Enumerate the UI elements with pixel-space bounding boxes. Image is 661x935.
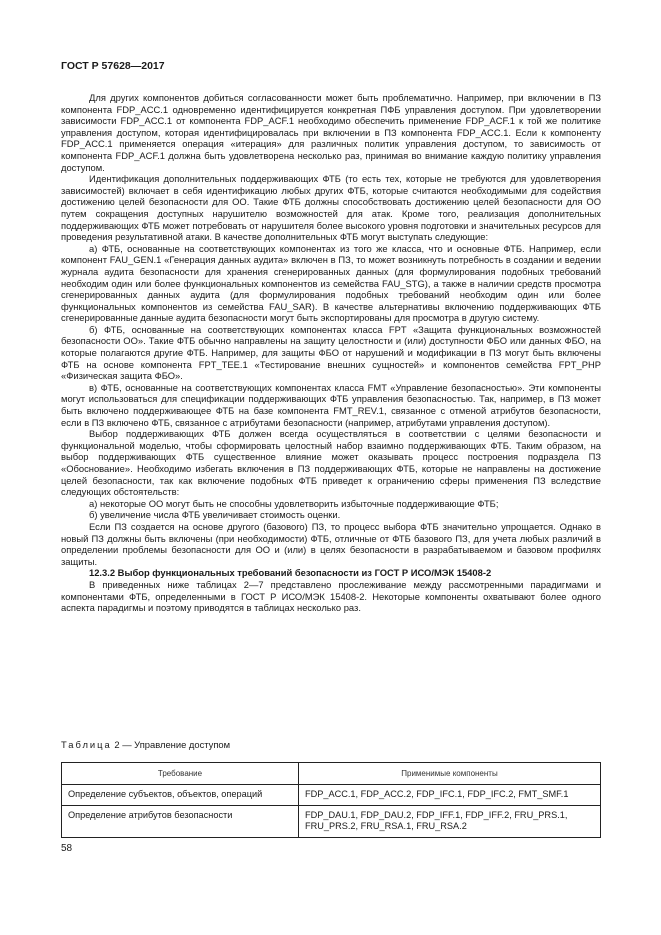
table-caption-label: Таблица — [61, 739, 112, 750]
list-item-b2: б) увеличение числа ФТБ увеличивает стоимость оценки. — [89, 509, 341, 521]
list-item-a2: а) некоторые ОО могут быть не способны удовлетворить избыточные поддерживающие ФТБ; — [89, 497, 499, 509]
section-paragraph: В приведенных ниже таблицах 2—7 представлено прослеживание между рассмотренными парадигмами и компонентами ФТБ, определенными в ГОСТ Р ИСО/МЭК 15408-2. Некоторые компоненты охватывают более одного аспекта парадигмы и поэтому приводятся в таблицах несколько раз. — [61, 578, 601, 614]
table-row — [62, 785, 601, 805]
table-cell-components: FDP_ACC.1, FDP_ACC.2, FDP_IFC.1, FDP_IFC.2, FMT_SMF.1 — [299, 785, 601, 805]
table-row — [62, 805, 601, 837]
section-heading: 12.3.2 Выбор функциональных требований безопасности из ГОСТ Р ИСО/МЭК 15408-2 — [89, 567, 492, 579]
header-components: Применимые компоненты — [299, 763, 601, 785]
table-cell-requirement: Определение субъектов, объектов, операций — [62, 785, 299, 805]
table-cell-requirement: Определение атрибутов безопасности — [62, 805, 299, 837]
list-item-c: в) ФТБ, основанные на соответствующих компонентах класса FMT «Управление безопасностью». Эти компоненты могут использоваться для спецификации поддерживающих ФТБ управления безопасностью. Так, например, в ПЗ может быть включено поддерживающее ФТБ на базе компонента FMT_REV.1, связанное с отменой атрибутов безопасности, если в ПЗ включено ФТБ, связанное с атрибутами безопасности (например, атрибутами управления доступом). — [61, 381, 601, 428]
paragraph: Идентификация дополнительных поддерживающих ФТБ (то есть тех, которые не требуются для удовлетворения зависимостей) включает в себя идентификацию любых других ФТБ, которые считаются необходимыми для содействия достижению целей безопасности для ОО. Такие ФТБ должны способствовать достижению целей безопасности для ОО путем сокращения доступных нарушителю возможностей для атак. Кроме того, реализация дополнительных поддерживающих ФТБ может потребовать от нарушителя более высокого уровня подготовки и значительных ресурсов для проведения результативной атаки. В качестве дополнительных ФТБ могут выступать следующие: — [61, 173, 601, 243]
table-header-row — [62, 763, 601, 785]
paragraph: Для других компонентов добиться согласованности может быть проблематично. Например, при включении в ПЗ компонента FDP_ACC.1 одновременно идентифицируется конкретная ПФБ управления доступом. При удовлетворении зависимости FDP_ACC.1 от компонента FDP_ACF.1 необходимо обеспечить применение FDP_ACF.1 к той же политике управления доступом, которая идентифицировалась при включении в ПЗ компонента FDP_ACC.1. Если к компоненту FDP_ACC.1 применяется операция «итерация» для различных политик управления доступом, то зависимость от компонента FDP_ACF.1 должна быть удовлетворена несколько раз, принимая во внимание каждую политику управления доступом. — [61, 92, 601, 173]
paragraph: Выбор поддерживающих ФТБ должен всегда осуществляться в соответствии с целями безопасности и функциональной моделью, чтобы сформировать целостный набор взаимно поддерживающих ФТБ. Таким образом, на выбор поддерживающих ФТБ существенное влияние может оказывать процесс построения подраздела ПЗ «Обоснование». Необходимо избегать включения в ПЗ поддерживающих ФТБ, которые не направлены на достижение целей безопасности, так как включение подобных ФТБ приведет к ограничению сферы применения ПЗ вследствие следующих обстоятельств: — [61, 428, 601, 498]
header-requirement: Требование — [62, 763, 299, 785]
list-item-a: а) ФТБ, основанные на соответствующих компонентах из того же класса, что и основные ФТБ. Например, если компонент FAU_GEN.1 «Генерация данных аудита» включен в ПЗ, то может возникнуть потребность в создании и ведении журнала аудита безопасности для хранения сгенерированных данных (для формулирования подобных требований необходим один или более функциональных компонентов из семейства FAU_STG), а также в наличии средств просмотра сгенерированных данных аудита (для формулирования подобных требований необходим один или более функциональных компонентов из семейства FAU_SAR). В качестве альтернативы включению поддерживающих ФТБ сгенерированные данные аудита безопасности могут быть экспортированы для просмотра в другую систему. — [61, 242, 601, 324]
table-cell-components: FDP_DAU.1, FDP_DAU.2, FDP_IFF.1, FDP_IFF.2, FRU_PRS.1, FRU_PRS.2, FRU_RSA.1, FRU_RSA.2 — [299, 805, 601, 837]
paragraph: Если ПЗ создается на основе другого (базового) ПЗ, то процесс выбора ФТБ значительно упрощается. Однако в новый ПЗ должны быть включены (при необходимости) ФТБ, отличные от ФТБ базового ПЗ, для учета любых различий в определении проблемы безопасности для ОО и (или) в целях безопасности в разрабатываемом и базовом профилях защиты. — [61, 520, 601, 567]
list-item-b: б) ФТБ, основанные на соответствующих компонентах класса FPT «Защита функциональных возможностей безопасности ОО». Такие ФТБ обычно направлены на защиту целостности и (или) доступности ФБО или данных ФБО, на которые полагаются другие ФТБ. Например, для защиты ФБО от нарушений и модификации в ПЗ могут быть включены ФТБ на основе компонента FPT_TEE.1 «Тестирование внешних сущностей» и компонентов семейства FPT_PHP «Физическая защита ФБО». — [61, 323, 601, 382]
body-text — [61, 92, 601, 614]
table-caption-title: 2 — Управление доступом — [114, 739, 231, 750]
page-number: 58 — [61, 843, 73, 854]
table-caption — [61, 739, 230, 750]
access-control-table — [61, 762, 601, 838]
standard-header: ГОСТ Р 57628—2017 — [61, 60, 165, 72]
